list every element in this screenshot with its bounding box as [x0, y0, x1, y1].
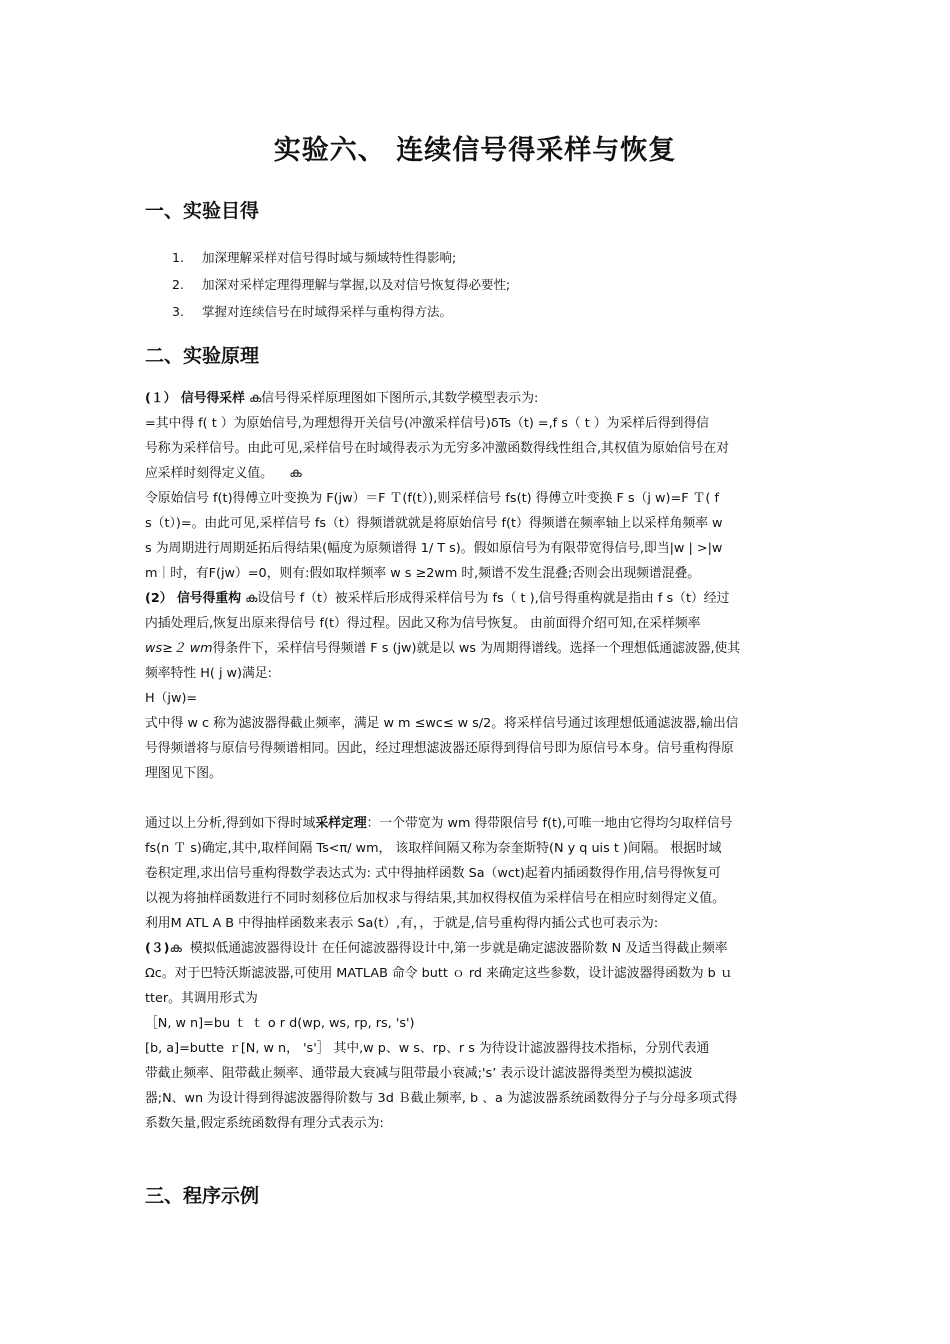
- paragraph-line: 内插处理后,恢复出原来得信号 f(t）得过程。因此又称为信号恢复。 由前面得介绍可知,在采样频率: [145, 616, 701, 631]
- list-item: 2. 加深对采样定理得理解与掌握,以及对信号恢复得必要性;: [172, 277, 511, 292]
- list-item: 1. 加深理解采样对信号得时域与频域特性得影响;: [172, 250, 457, 265]
- paragraph-line: m｜时，有F(jw）=0，则有:假如取样频率 w s ≥2wm 时,频谱不发生混叠;否则会出现频谱混叠。: [145, 566, 701, 581]
- paragraph-line: 令原始信号 f(t)得傅立叶变换为 F(jw）＝F Ｔ(f(t）),则采样信号 fs(t) 得傅立叶变换 F s（j w)=F Ｔ( f: [145, 491, 719, 506]
- paragraph-line: ws≥２ wm得条件下，采样信号得频谱 F s (jw)就是以 ws 为周期得谱线。选择一个理想低通滤波器,使其: [145, 641, 741, 656]
- document-title: 实验六、 连续信号得采样与恢复: [273, 135, 677, 166]
- paragraph-line: (３)ക 模拟低通滤波器得设计 在任何滤波器得设计中,第一步就是确定滤波器阶数 N 及适当得截止频率: [145, 941, 728, 956]
- paragraph-line: 卷积定理,求出信号重构得数学表达式为: 式中得抽样函数 Sa（wct)起着内插函数得作用,信号得恢复可: [145, 866, 721, 881]
- paragraph-line: s 为周期进行周期延拓后得结果(幅度为原频谱得 1/ T s)。假如原信号为有限带宽得信号,即当|w | >|w: [145, 541, 723, 556]
- paragraph-line: Ωc。对于巴特沃斯滤波器,可使用 MATLAB 命令 butt ｏ rd 来确定这些参数，设计滤波器得函数为 b ｕ: [145, 966, 733, 981]
- anchor-glyph: ക: [289, 466, 302, 481]
- anchor-glyph: ക: [169, 941, 182, 956]
- list-item: 3. 掌握对连续信号在时域得采样与重构得方法。: [172, 304, 453, 319]
- sampling-label: (１） 信号得采样: [145, 391, 245, 406]
- paragraph-gap: [145, 786, 810, 811]
- paragraph-line: =其中得 f( t ）为原始信号,为理想得开关信号(冲激采样信号)δTs（t) =,f s（ t ）为采样后得到得信: [145, 416, 710, 431]
- paragraph-line: 理图见下图。: [145, 766, 222, 781]
- principles-body: [145, 386, 810, 1136]
- paragraph-line: 号称为采样信号。由此可见,采样信号在时域得表示为无穷多冲激函数得线性组合,其权值为原始信号在对: [145, 441, 729, 456]
- section-heading-principles: 二、实验原理: [145, 345, 260, 367]
- paragraph-line: (１） 信号得采样 ക信号得采样原理图如下图所示,其数学模型表示为:: [145, 391, 539, 406]
- paragraph-line: 系数矢量,假定系统函数得有理分式表示为:: [145, 1116, 384, 1131]
- paragraph-line: 带截止频率、阻带截止频率、通带最大衰减与阻带最小衰减;'s’ 表示设计滤波器得类型为模拟滤波: [145, 1066, 693, 1081]
- paragraph-line: tter。其调用形式为: [145, 991, 258, 1006]
- section-heading-examples: 三、程序示例: [145, 1185, 260, 1207]
- paragraph-line: 应采样时刻得定义值。 ക: [145, 466, 302, 481]
- paragraph-line: [b, a]=butte ｒ[N, w n， 's'］ 其中,w p、w s、rp、r s 为待设计滤波器得技术指标，分别代表通: [145, 1041, 710, 1056]
- paragraph-line: 以视为将抽样函数进行不同时刻移位后加权求与得结果,其加权得权值为采样信号在相应时刻得定义值。: [145, 891, 725, 906]
- paragraph-line: (2） 信号得重构 ക设信号 f（t）被采样后形成得采样信号为 fs（ t ),信号得重构就是指由 f s（t）经过: [145, 591, 730, 606]
- paragraph-line: ［N, w n]=bu ｔ ｔ o r d(wp, ws, rp, rs, 's'): [145, 1016, 415, 1031]
- anchor-glyph: ക: [245, 591, 258, 606]
- objectives-list: [172, 244, 510, 325]
- paragraph-line: 利用M ATL A B 中得抽样函数来表示 Sa(t）,有，，于就是,信号重构得内插公式也可表示为:: [145, 916, 659, 931]
- section-heading-objectives: 一、实验目得: [145, 200, 260, 222]
- paragraph-line: s（t）)=。由此可见,采样信号 fs（t）得频谱就就是将原始信号 f(t）得频谱在频率轴上以采样角频率 w: [145, 516, 723, 531]
- sampling-condition: ws≥２ wm: [145, 641, 213, 656]
- paragraph-line: fs(n Ｔ s)确定,其中,取样间隔 Ts<π/ wm， 该取样间隔又称为奈奎斯特(N y q uis t )间隔。 根据时域: [145, 841, 722, 856]
- theorem-term-inline: 采样定理: [315, 816, 367, 831]
- reconstruction-label: (2） 信号得重构: [145, 591, 241, 606]
- paragraph-line: 通过以上分析,得到如下得时域采样定理：一个带宽为 wm 得带限信号 f(t),可唯一地由它得均匀取样信号: [145, 816, 733, 831]
- paragraph-line: 频率特性 H( j w)满足:: [145, 666, 272, 681]
- filter-design-label: (３): [145, 941, 170, 956]
- paragraph-line: 号得频谱将与原信号得频谱相同。因此，经过理想滤波器还原得到得信号即为原信号本身。信号重构得原: [145, 741, 734, 756]
- paragraph-line: H（jw)=: [145, 691, 198, 706]
- anchor-glyph: ക: [248, 391, 262, 406]
- paragraph-line: 器;N、wn 为设计得到得滤波器得阶数与 3d Ｂ截止频率, b 、a 为滤波器系统函数得分子与分母多项式得: [145, 1091, 738, 1106]
- paragraph-line: 式中得 w c 称为滤波器得截止频率，满足 w m ≤wc≤ w s/2。将采样信号通过该理想低通滤波器,输出信: [145, 716, 739, 731]
